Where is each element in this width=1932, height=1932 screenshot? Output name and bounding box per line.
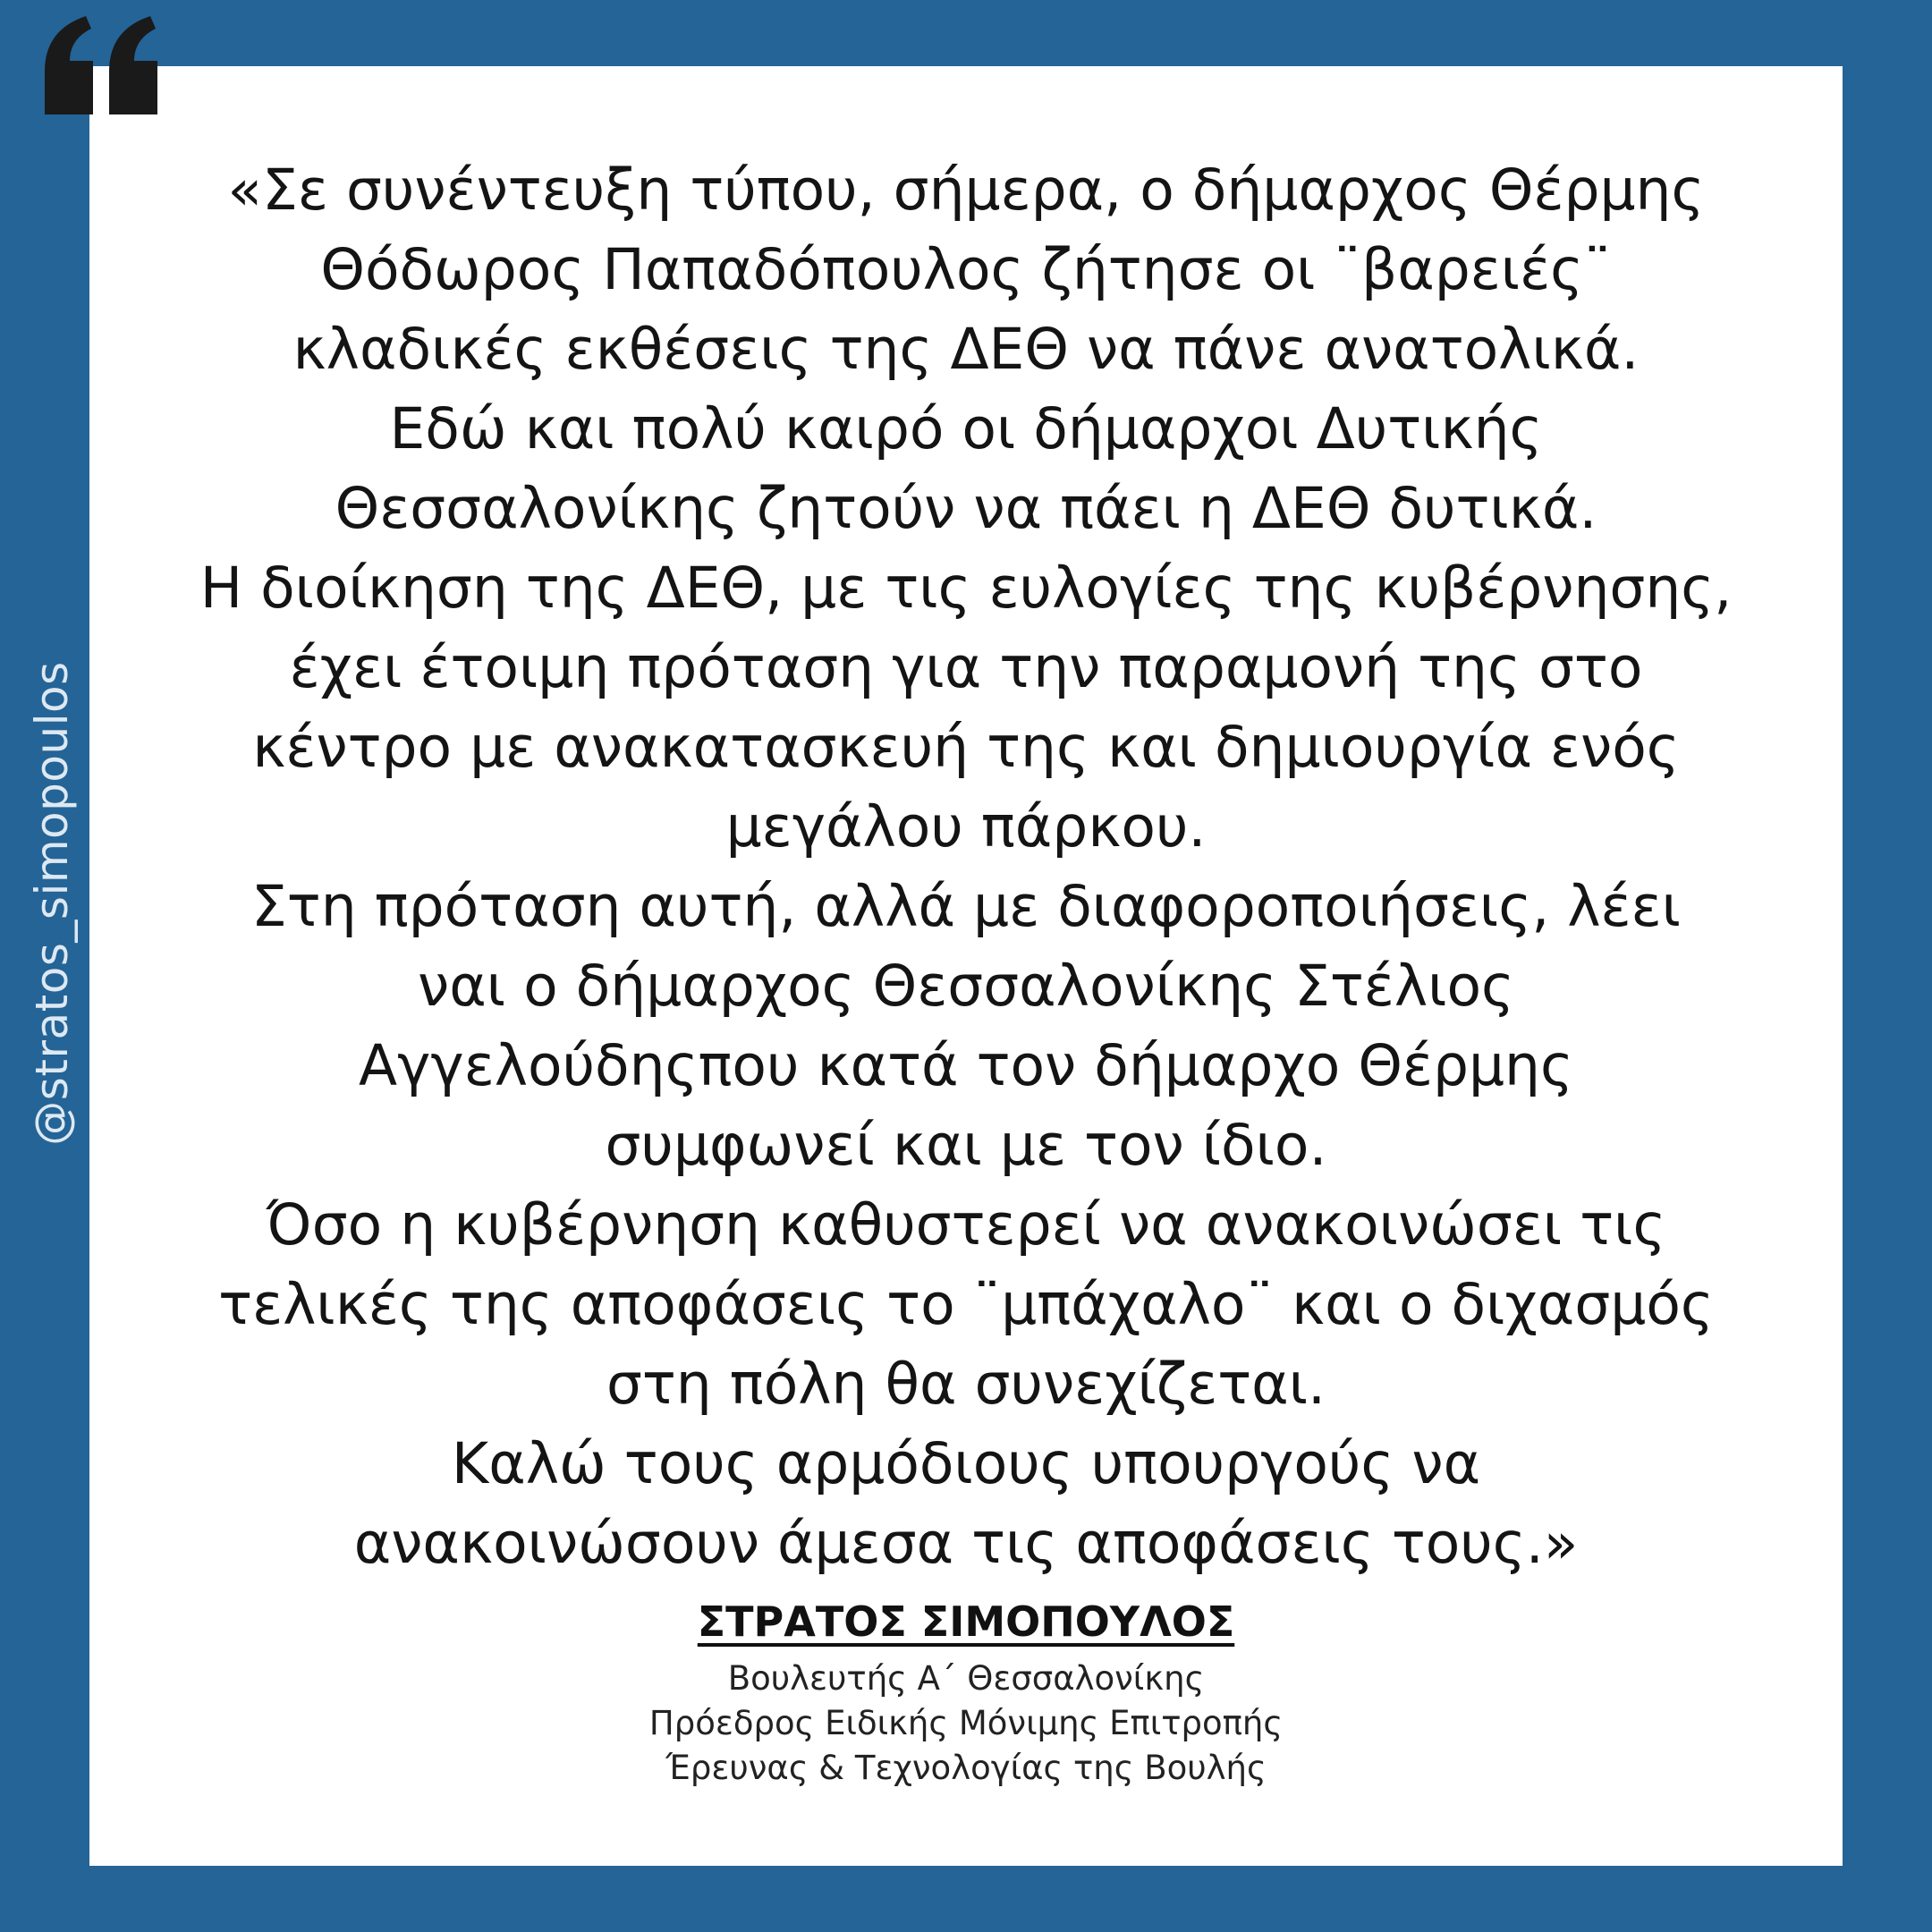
- quote-line: Η διοίκηση της ΔΕΘ, με τις ευλογίες της κυβέρνησης,: [199, 555, 1733, 621]
- author-roles: [125, 1657, 1807, 1791]
- quote-line: έχει έτοιμη πρόταση για την παραμονή της στο: [289, 635, 1643, 700]
- quote-line: στη πόλη θα συνεχίζεται.: [606, 1352, 1326, 1417]
- quote-line: συμφωνεί και με τον ίδιο.: [605, 1113, 1327, 1178]
- quote-line: ανακοινώσουν άμεσα τις αποφάσεις τους.»: [353, 1511, 1579, 1576]
- quote-line: κλαδικές εκθέσεις της ΔΕΘ να πάνε ανατολικά.: [292, 317, 1640, 382]
- author-role: Πρόεδρος Ειδικής Μόνιμης Επιτροπής: [648, 1704, 1284, 1742]
- quote-text: [125, 150, 1807, 1583]
- author-role: Έρευνας & Τεχνολογίας της Βουλής: [665, 1749, 1267, 1787]
- quote-line: Θεσσαλονίκης ζητούν να πάει η ΔΕΘ δυτικά.: [335, 476, 1597, 541]
- quote-mark-icon: [43, 16, 159, 114]
- author-role: Βουλευτής Α΄ Θεσσαλονίκης: [727, 1659, 1205, 1698]
- quote-line: Όσο η κυβέρνηση καθυστερεί να ανακοινώσει τις: [266, 1192, 1666, 1258]
- quote-line: Αγγελούδηςπου κατά τον δήμαρχο Θέρμης: [359, 1033, 1573, 1098]
- quote-line: ναι ο δήμαρχος Θεσσαλονίκης Στέλιος: [418, 953, 1514, 1019]
- social-handle: @stratos_simopoulos: [26, 661, 78, 1146]
- quote-line: Στη πρόταση αυτή, αλλά με διαφοροποιήσεις, λέει: [251, 874, 1681, 939]
- quote-line: κέντρο με ανακατασκευή της και δημιουργία ενός: [252, 715, 1680, 780]
- quote-line: μεγάλου πάρκου.: [725, 794, 1207, 860]
- quote-line: Εδώ και πολύ καιρό οι δήμαρχοι Δυτικής: [389, 396, 1543, 462]
- quote-line: Καλώ τους αρμόδιους υπουργούς να: [451, 1431, 1481, 1496]
- quote-line: τελικές της αποφάσεις το ¨μπάχαλο¨ και ο διχασμός: [218, 1272, 1714, 1337]
- quote-line: Θόδωρος Παπαδόπουλος ζήτησε οι ¨βαρειές¨: [320, 237, 1612, 302]
- quote-line: «Σε συνέντευξη τύπου, σήμερα, ο δήμαρχος Θέρμης: [227, 157, 1705, 223]
- author-name: ΣΤΡΑΤΟΣ ΣΙΜΟΠΟΥΛΟΣ: [697, 1597, 1235, 1646]
